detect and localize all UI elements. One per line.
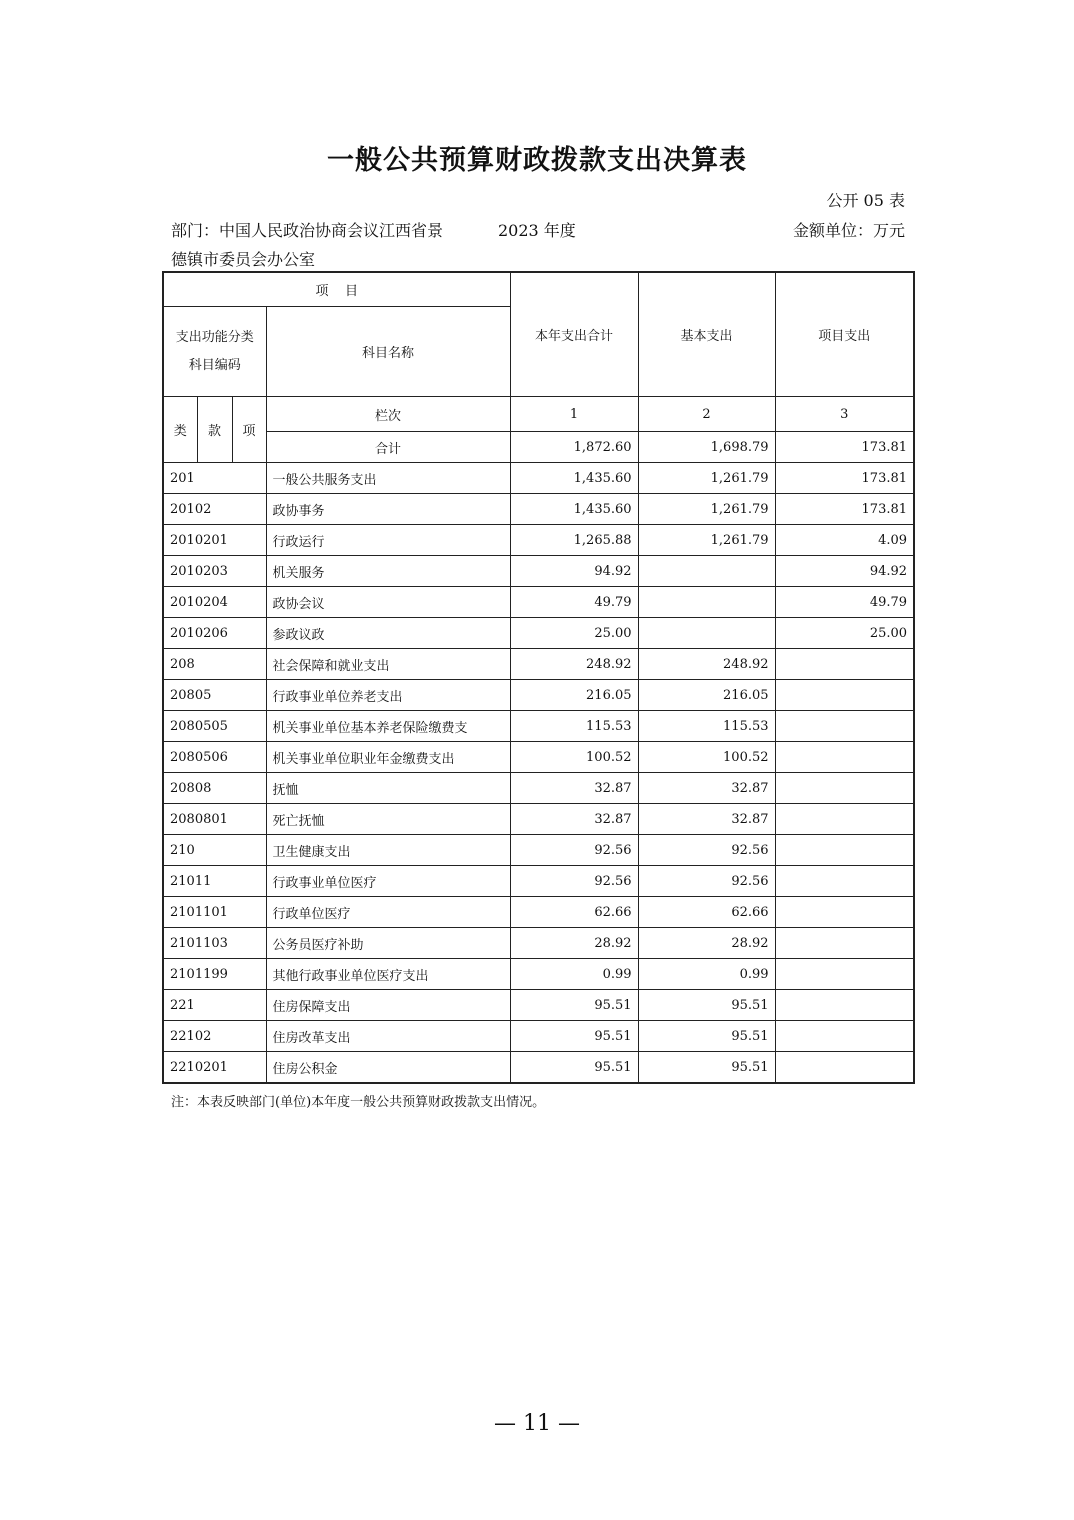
row-basic xyxy=(638,618,775,649)
row-project xyxy=(775,866,914,897)
row-basic: 95.51 xyxy=(638,990,775,1021)
row-basic: 32.87 xyxy=(638,773,775,804)
table-row xyxy=(163,680,914,711)
row-project xyxy=(775,680,914,711)
row-name: 行政事业单位医疗 xyxy=(266,866,510,897)
row-basic xyxy=(638,556,775,587)
table-row xyxy=(163,649,914,680)
row-code: 201 xyxy=(163,463,266,494)
row-code: 20808 xyxy=(163,773,266,804)
header-row-column-index xyxy=(163,397,914,432)
header-total: 本年支出合计 xyxy=(510,272,638,397)
row-code: 2010203 xyxy=(163,556,266,587)
row-project xyxy=(775,897,914,928)
row-project xyxy=(775,959,914,990)
row-basic: 95.51 xyxy=(638,1052,775,1084)
table-row xyxy=(163,525,914,556)
row-project xyxy=(775,1052,914,1084)
row-basic: 115.53 xyxy=(638,711,775,742)
row-total: 100.52 xyxy=(510,742,638,773)
row-basic: 62.66 xyxy=(638,897,775,928)
row-name: 机关事业单位基本养老保险缴费支 xyxy=(266,711,510,742)
row-total: 95.51 xyxy=(510,1021,638,1052)
row-basic: 95.51 xyxy=(638,1021,775,1052)
row-code: 2080801 xyxy=(163,804,266,835)
table-row xyxy=(163,773,914,804)
row-name: 机关服务 xyxy=(266,556,510,587)
row-code: 22102 xyxy=(163,1021,266,1052)
row-basic: 1,261.79 xyxy=(638,463,775,494)
row-name: 行政事业单位养老支出 xyxy=(266,680,510,711)
fiscal-year: 2023 年度 xyxy=(498,221,576,240)
row-project: 173.81 xyxy=(775,494,914,525)
row-total: 94.92 xyxy=(510,556,638,587)
header-row-item xyxy=(163,272,914,307)
row-total: 95.51 xyxy=(510,990,638,1021)
table-row xyxy=(163,711,914,742)
row-total: 1,265.88 xyxy=(510,525,638,556)
sum-basic: 1,698.79 xyxy=(638,432,775,463)
row-code: 221 xyxy=(163,990,266,1021)
row-name: 行政单位医疗 xyxy=(266,897,510,928)
row-code: 20805 xyxy=(163,680,266,711)
row-project xyxy=(775,1021,914,1052)
row-name: 参政议政 xyxy=(266,618,510,649)
header-column-label: 栏次 xyxy=(266,397,510,432)
row-basic: 92.56 xyxy=(638,866,775,897)
row-project xyxy=(775,928,914,959)
table-row xyxy=(163,463,914,494)
row-code: 2101101 xyxy=(163,897,266,928)
row-project: 173.81 xyxy=(775,463,914,494)
row-total: 32.87 xyxy=(510,773,638,804)
row-code: 2010204 xyxy=(163,587,266,618)
row-code: 2210201 xyxy=(163,1052,266,1084)
row-name: 公务员医疗补助 xyxy=(266,928,510,959)
row-total: 248.92 xyxy=(510,649,638,680)
row-code: 20102 xyxy=(163,494,266,525)
row-name: 卫生健康支出 xyxy=(266,835,510,866)
table-row xyxy=(163,1052,914,1084)
table-row xyxy=(163,494,914,525)
row-project: 49.79 xyxy=(775,587,914,618)
row-total: 32.87 xyxy=(510,804,638,835)
row-code: 21011 xyxy=(163,866,266,897)
department-label: 部门：中国人民政治协商会议江西省景德镇市委员会办公室 xyxy=(171,221,444,269)
row-name: 其他行政事业单位医疗支出 xyxy=(266,959,510,990)
row-total: 1,435.60 xyxy=(510,463,638,494)
row-total: 115.53 xyxy=(510,711,638,742)
row-project: 25.00 xyxy=(775,618,914,649)
row-name: 政协会议 xyxy=(266,587,510,618)
row-total: 216.05 xyxy=(510,680,638,711)
form-code: 公开 05 表 xyxy=(826,191,905,210)
table-row xyxy=(163,587,914,618)
row-basic: 100.52 xyxy=(638,742,775,773)
row-project xyxy=(775,649,914,680)
table-row xyxy=(163,804,914,835)
currency-unit: 金额单位：万元 xyxy=(792,221,905,240)
row-total: 49.79 xyxy=(510,587,638,618)
row-total: 1,435.60 xyxy=(510,494,638,525)
row-code: 210 xyxy=(163,835,266,866)
row-name: 抚恤 xyxy=(266,773,510,804)
sum-label: 合计 xyxy=(266,432,510,463)
row-project xyxy=(775,804,914,835)
table-row xyxy=(163,618,914,649)
row-basic: 1,261.79 xyxy=(638,525,775,556)
header-name: 科目名称 xyxy=(266,307,510,397)
row-code: 208 xyxy=(163,649,266,680)
row-basic: 1,261.79 xyxy=(638,494,775,525)
table-row xyxy=(163,990,914,1021)
header-project: 项目支出 xyxy=(775,272,914,397)
row-total: 0.99 xyxy=(510,959,638,990)
row-total: 92.56 xyxy=(510,866,638,897)
row-code: 2101199 xyxy=(163,959,266,990)
row-code: 2080505 xyxy=(163,711,266,742)
row-code: 2101103 xyxy=(163,928,266,959)
table-row xyxy=(163,959,914,990)
row-name: 死亡抚恤 xyxy=(266,804,510,835)
row-basic: 32.87 xyxy=(638,804,775,835)
header-basic: 基本支出 xyxy=(638,272,775,397)
table-row xyxy=(163,835,914,866)
table-row xyxy=(163,742,914,773)
header-item: 项 目 xyxy=(163,272,510,307)
row-name: 机关事业单位职业年金缴费支出 xyxy=(266,742,510,773)
row-name: 政协事务 xyxy=(266,494,510,525)
row-name: 住房保障支出 xyxy=(266,990,510,1021)
row-project: 94.92 xyxy=(775,556,914,587)
row-project xyxy=(775,773,914,804)
row-code: 2010206 xyxy=(163,618,266,649)
row-name: 行政运行 xyxy=(266,525,510,556)
row-project xyxy=(775,835,914,866)
header-xiang: 项 xyxy=(232,397,266,463)
row-total: 25.00 xyxy=(510,618,638,649)
page-number: — 11 — xyxy=(494,1411,580,1436)
sum-project: 173.81 xyxy=(775,432,914,463)
header-lei: 类 xyxy=(163,397,197,463)
row-basic xyxy=(638,587,775,618)
sum-row xyxy=(163,432,914,463)
table-row xyxy=(163,928,914,959)
row-name: 住房公积金 xyxy=(266,1052,510,1084)
header-col2: 2 xyxy=(638,397,775,432)
row-basic: 92.56 xyxy=(638,835,775,866)
header-col3: 3 xyxy=(775,397,914,432)
budget-table xyxy=(162,271,915,1084)
row-name: 一般公共服务支出 xyxy=(266,463,510,494)
table-row xyxy=(163,897,914,928)
row-project xyxy=(775,711,914,742)
row-code: 2010201 xyxy=(163,525,266,556)
table-row xyxy=(163,556,914,587)
row-total: 62.66 xyxy=(510,897,638,928)
row-code: 2080506 xyxy=(163,742,266,773)
row-project xyxy=(775,742,914,773)
row-basic: 0.99 xyxy=(638,959,775,990)
header-col1: 1 xyxy=(510,397,638,432)
row-name: 住房改革支出 xyxy=(266,1021,510,1052)
footnote: 注：本表反映部门(单位)本年度一般公共预算财政拨款支出情况。 xyxy=(171,1095,546,1110)
table-row xyxy=(163,866,914,897)
header-kuan: 款 xyxy=(197,397,232,463)
row-project xyxy=(775,990,914,1021)
row-total: 28.92 xyxy=(510,928,638,959)
row-total: 95.51 xyxy=(510,1052,638,1084)
sum-total: 1,872.60 xyxy=(510,432,638,463)
table-row xyxy=(163,1021,914,1052)
row-basic: 28.92 xyxy=(638,928,775,959)
row-basic: 248.92 xyxy=(638,649,775,680)
row-total: 92.56 xyxy=(510,835,638,866)
row-basic: 216.05 xyxy=(638,680,775,711)
header-code: 支出功能分类科目编码 xyxy=(163,307,266,397)
page-title: 一般公共预算财政拨款支出决算表 xyxy=(327,145,747,176)
row-name: 社会保障和就业支出 xyxy=(266,649,510,680)
row-project: 4.09 xyxy=(775,525,914,556)
